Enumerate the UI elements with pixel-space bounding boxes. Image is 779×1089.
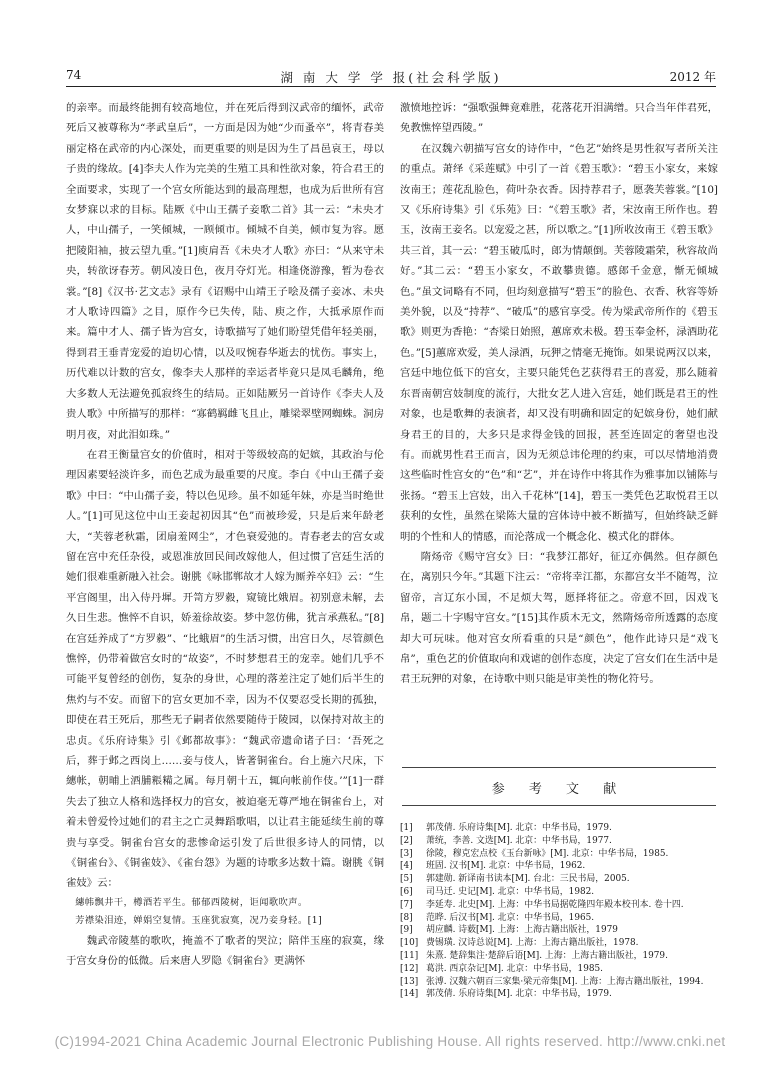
reference-item [400, 886, 718, 899]
reference-number: [4] [400, 861, 413, 872]
reference-text: 徐陵，穆克宏点校《玉台新咏》[M]. 北京：中华书局，1985. [426, 848, 669, 859]
body-paragraph: 的亲率。而最终能拥有较高地位，并在死后得到汉武帝的缅怀，武帝死后又被尊称为“孝武皇后”，一方面是因为她“少而蚤卒”，将青春美丽定格在武帝的内心深处，而更重要的则是因为生了昌邑哀王，母以子贵的缘故。[4]李夫人作为完美的生殖工具和性欲对象，符合君王的全面要求，实现了一个宫女所能达到的最高理想，也成为后世所有宫女梦寐以求的目标。陆厥《中山王孺子妾歌二首》其一云：“未央才人，中山孺子，一笑倾城，一顾倾市。倾城不自美，倾市复为容。愿把陵阳袖，披云望九重。”[1]庾肩吾《未央才人歌》亦曰：“从来守未央，转欲讶春芳。朝风凌日色，夜月夺灯光。相逢侥游豫，暂为卷衣裳。”[8]《汉书·艺文志》录有《诏赐中山靖王子哙及孺子妾冰、未央才人歌诗四篇》之目，原作今已失传，陆、庾之作，大抵承原作而来。篇中才人、孺子皆为宫女，诗歌描写了她们盼望凭借年轻美丽，得到君王垂青宠爱的迫切心情，以及叹惋春华逝去的忧伤。事实上，历代难以计数的宫女，像李夫人那样的幸运者毕竟只是凤毛麟角，绝大多数人无法避免孤寂终生的结局。正如陆厥另一首诗作《李夫人及贵人歌》中所描写的那样：“寡鹤羁雌飞且止，雕梁翠壁网蜘蛛。洞房明月夜，对此泪如珠。” [66, 102, 384, 441]
poem-line: 芳襟染泪迹，婵娟空复情。玉座犹寂寞，况乃妾身轻。[1] [75, 915, 323, 927]
reference-text: 朱熹. 楚辞集注·楚辞后语[M]. 上海：上海古籍出版社，1979. [426, 950, 668, 961]
copyright-footer: (C)1994-2021 China Academic Journal Electronic Publishing House. All rights reserved. http://www.cnki.net [54, 1034, 726, 1049]
reference-item [400, 912, 718, 925]
reference-text: 郭茂倩. 乐府诗集[M]. 北京：中华书局，1979. [426, 989, 612, 1000]
reference-number: [11] [400, 950, 419, 961]
reference-item [400, 950, 718, 963]
reference-list [400, 822, 718, 1001]
journal-title: 湖 南 大 学 学 报(社会科学版) [280, 70, 502, 85]
reference-item [400, 848, 718, 861]
reference-text: 张溥. 汉魏六朝百三家集·梁元帝集[M]. 上海：上海古籍出版社，1994. [426, 976, 704, 987]
right-column [400, 98, 718, 690]
reference-number: [5] [400, 874, 413, 885]
reference-text: 郭茂倩. 乐府诗集[M]. 北京：中华书局，1979. [426, 823, 612, 833]
reference-text: 李延寿. 北史[M]. 上海：中华书局据乾隆四年殿本校刊本. 卷十四. [426, 899, 684, 910]
reference-item [400, 860, 718, 873]
reference-text: 班固. 汉书[M]. 北京：中华书局，1962. [426, 861, 586, 872]
reference-number: [8] [400, 912, 413, 923]
body-paragraph: 隋炀帝《赐守宫女》曰：“我梦江都好，征辽亦偶然。但存颜色在，离别只今年。”其题下注云：“帝将幸江都，东都宫女半不随驾，泣留帝，言辽东小国，不足烦大驾，愿择将征之。帝意不回，因戏飞帛，题二十字赐守宫女。”[15]其作质木无文，然隋炀帝所透露的态度却大可玩味。他对宫女所看重的只是“颜色”，他作此诗只是“戏飞帛”，重色艺的价值取向和戏谑的创作态度，决定了宫女们在生活中是君王玩狎的对象，在诗歌中则只能是审美性的物化符号。 [400, 550, 718, 686]
body-paragraph: 魏武帝陵墓的歌吹，掩盖不了歌者的哭泣；陪伴玉座的寂寞，缘于宫女身份的低微。后来唐人罗隐《铜雀台》更满怀 [66, 934, 384, 968]
reference-number: [13] [400, 976, 419, 987]
reference-item [400, 899, 718, 912]
reference-number: [7] [400, 899, 413, 910]
reference-number: [3] [400, 848, 413, 859]
reference-item [400, 924, 718, 937]
reference-text: 司马迁. 史记[M]. 北京：中华书局，1982. [426, 886, 595, 897]
reference-item [400, 822, 718, 835]
reference-number: [9] [400, 925, 413, 936]
body-paragraph: 在君王衡量宫女的价值时，相对于等级较高的妃嫔，其政治与伦理因素要轻淡许多，而色艺成为最重要的尺度。李白《中山王孺子妾歌》中曰：“中山孺子妾，特以色见珍。虽不如延年妹，亦是当时绝世人。”[1]可见这位中山王妾起初因其“色”而被珍爱，只是后来年龄老大，“芙蓉老秋霜，团扇羞网尘”，才色衰爱弛的。青春老去的宫女或留在宫中充任杂役，或恩准放回民间改嫁他人，但过惯了宫廷生活的她们很难重新融入社会。谢朓《咏邯郸故才人嫁为厮养卒妇》云：“生平宫阁里，出入侍丹墀。开笥方罗縠，窥镜比娥眉。初别意未解，去久日生悲。憔悴不自识，娇羞徐故姿。梦中忽仿佛，犹言承燕私。”[8]在宫廷养成了“方罗縠”、“比蛾眉”的生活习惯，出宫日久，尽管颜色憔悴，仍带着做宫女时的“故姿”，不时梦想君王的宠幸。她们几乎不可能平复曾经的创伤，复杂的身世，心理的落差注定了她们后半生的焦灼与不安。而留下的宫女更加不幸，因为不仅要忍受长期的孤独，即使在君王死后，那些无子嗣者依然要随侍于陵园，以保持对故主的忠贞。《乐府诗集》引《邺都故事》：“魏武帝遗命诸子曰：‘吾死之后，葬于邺之西岗上……妾与伎人，皆著铜雀台。台上施六尺床，下繐帐，朝晡上酒脯粻糒之属。每月朝十五，辄向帐前作伎。’”[1]一群失去了独立人格和选择权力的宫女，被迫毫无尊严地在铜雀台上，对着未曾爱怜过她们的君主之亡灵舞蹈歌唱，以让君主能延续生前的尊贵与享受。铜雀台宫女的悲惨命运引发了后世很多诗人的同情，以《铜雀台》、《铜雀妓》、《雀台怨》为题的诗歌多达数十篇。谢朓《铜雀妓》云： [66, 448, 384, 890]
reference-text: 郭建勋. 新译南书读本[M]. 台北：三民书局，2005. [426, 874, 630, 885]
header-rule [66, 86, 716, 87]
reference-item [400, 988, 718, 1001]
poem-line: 繐帏飘井干，樽酒若平生。郁郁西陵树，讵闻歌吹声。 [75, 896, 308, 908]
reference-text: 胡应麟. 诗薮[M]. 上海：上海古籍出版社，1979 [426, 925, 618, 936]
reference-item [400, 976, 718, 989]
references-rule-bottom [402, 805, 716, 806]
reference-number: [10] [400, 938, 419, 949]
body-paragraph: 激愤地控诉：“强歌强舞竟难胜，花落花开泪满缯。只合当年伴君死，免教憔悴望西陵。” [400, 102, 718, 135]
reference-text: 萧统，李善. 文选[M]. 北京：中华书局，1977. [426, 835, 612, 846]
body-paragraph: 在汉魏六朝描写宫女的诗作中，“色艺”始终是男性叙写者所关注的重点。萧绎《采莲赋》中引了一首《碧玉歌》：“碧玉小家女，来嫁汝南王；莲花乱脸色，荷叶杂衣香。因持荐君子，愿袭芙蓉裳。”[10]又《乐府诗集》引《乐苑》曰：“《碧玉歌》者，宋汝南王所作也。碧玉，汝南王妾名。以宠爱之甚，所以歌之。”[1]所收汝南王《碧玉歌》共三首，其一云：“碧玉破瓜时，郎为情颠倒。芙蓉陵霜荣，秋容故尚好。”其二云：“碧玉小家女，不敢攀贵德。感郎千金意，惭无倾城色。”虽文词略有不同，但均刻意描写“碧玉”的脸色、衣香、秋容等娇美外貌，以及“持荐”、“破瓜”的感官享受。传为梁武帝所作的《碧玉歌》则更为香艳：“杏梁日始照，蕙席欢未极。碧玉奉金杯，渌酒助花色。”[5]蕙席欢爱，美人渌酒，玩狎之情毫无掩饰。如果说两汉以来，宫廷中地位低下的宫女，主要只能凭色艺获得君王的喜爱，那么随着东晋南朝宫妓制度的流行，大批女艺人进入宫廷，她们既是君王的性对象，也是歌舞的表演者，却又没有明确和固定的妃嫔身份，她们献身君王的目的，大多只是求得金钱的回报，甚至连固定的奢望也没有。而就男性君王而言，因为无须总讳伦理的约束，可以尽情地消费这些临时性宫女的“色”和“艺”，并在诗作中将其作为雅事加以铺陈与张扬。“碧玉上宫妓，出入千花林”[14]，碧玉一类凭色艺取悦君王以获利的女性，虽然在梁陈大量的宫体诗中被不断描写，但始终缺乏鲜明的个性和人的情感，而沦落成一个概念化、模式化的群体。 [400, 142, 718, 543]
reference-number: [2] [400, 835, 413, 846]
reference-number: [1] [400, 823, 413, 833]
reference-item [400, 963, 718, 976]
references-title: 参 考 文 献 [491, 782, 627, 797]
reference-item [400, 937, 718, 950]
page-number: 74 [66, 68, 82, 82]
reference-number: [12] [400, 963, 419, 974]
reference-text: 葛洪. 西京杂记[M]. 北京：中华书局，1985. [426, 963, 603, 974]
reference-item [400, 835, 718, 848]
references-rule-top [402, 767, 716, 768]
reference-text: 费锡璜. 汉诗总说[M]. 上海：上海古籍出版社，1978. [426, 938, 639, 949]
reference-item [400, 873, 718, 886]
reference-number: [6] [400, 886, 413, 897]
left-column [66, 98, 384, 972]
reference-number: [14] [400, 989, 419, 1000]
reference-text: 范晔. 后汉书[M]. 北京：中华书局，1965. [426, 912, 595, 923]
publication-year: 2012 年 [669, 70, 716, 84]
